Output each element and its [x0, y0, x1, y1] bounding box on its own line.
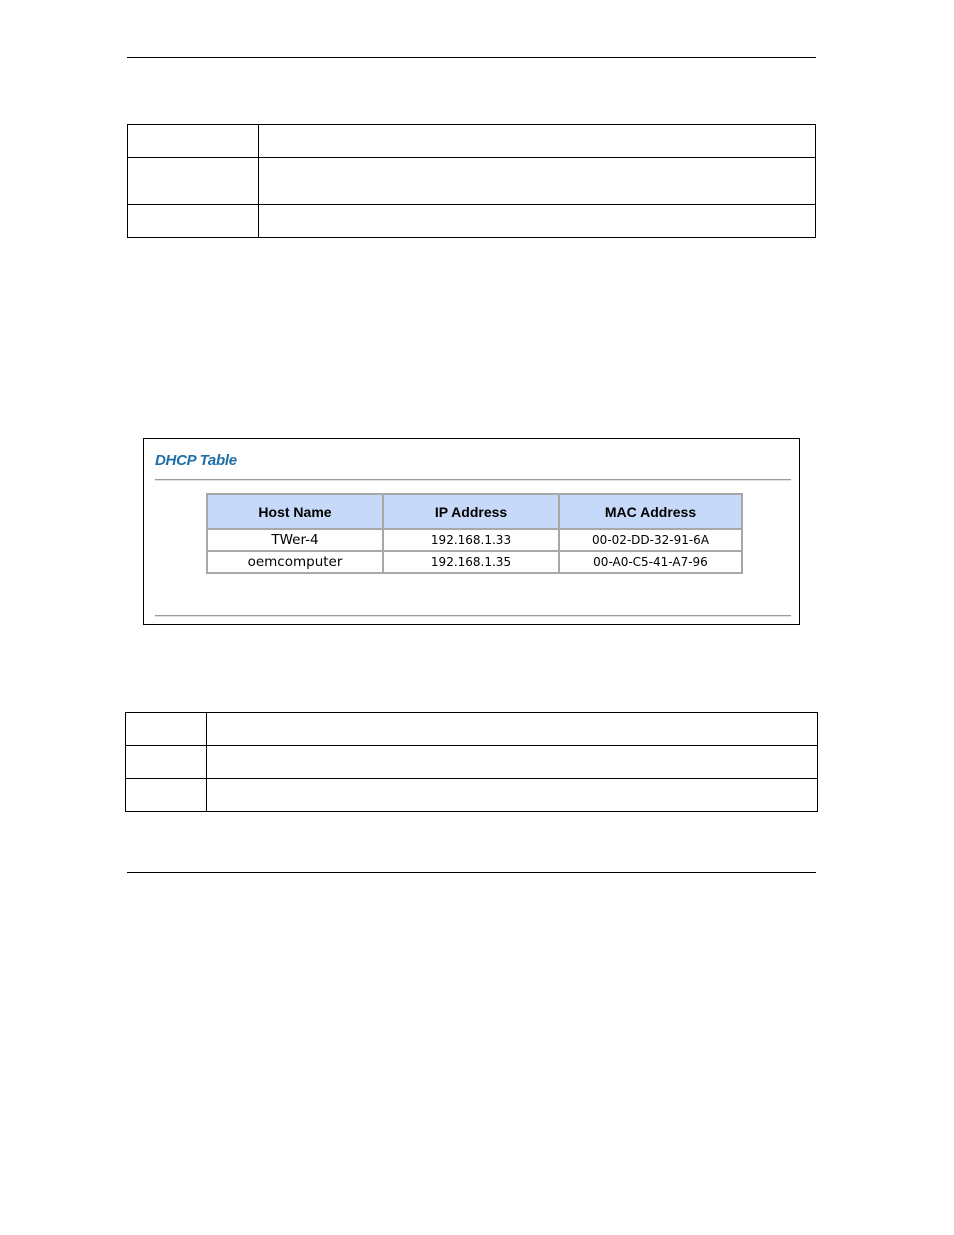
table-row — [126, 746, 818, 779]
footer-rule — [127, 872, 816, 873]
dhcp-table — [206, 493, 743, 574]
ip-address-cell: 192.168.1.35 — [383, 551, 559, 573]
mac-address-cell: 00-02-DD-32-91-6A — [559, 529, 742, 551]
table-row — [128, 158, 816, 205]
bottom-table — [125, 712, 818, 812]
host-name-cell: TWer-4 — [207, 529, 383, 551]
header-rule — [127, 57, 816, 58]
table-cell — [128, 205, 259, 238]
table-row — [128, 205, 816, 238]
panel-divider-bottom — [155, 615, 791, 617]
ip-address-cell: 192.168.1.33 — [383, 529, 559, 551]
table-row — [126, 713, 818, 746]
table-cell — [259, 205, 816, 238]
column-header-mac-address: MAC Address — [559, 494, 742, 529]
dhcp-table-screenshot — [143, 438, 800, 625]
mac-address-cell: 00-A0-C5-41-A7-96 — [559, 551, 742, 573]
table-cell — [126, 713, 207, 746]
table-cell — [207, 779, 818, 812]
dhcp-table-header — [207, 494, 742, 529]
table-cell — [259, 125, 816, 158]
table-cell — [259, 158, 816, 205]
panel-divider-top — [155, 479, 791, 481]
table-cell — [128, 158, 259, 205]
table-cell — [126, 746, 207, 779]
table-cell — [126, 779, 207, 812]
column-header-ip-address: IP Address — [383, 494, 559, 529]
table-row — [207, 529, 742, 551]
table-cell — [207, 746, 818, 779]
column-header-host-name: Host Name — [207, 494, 383, 529]
top-table — [127, 124, 816, 238]
dhcp-table-title: DHCP Table — [155, 452, 237, 469]
table-cell — [128, 125, 259, 158]
table-cell — [207, 713, 818, 746]
table-row — [207, 551, 742, 573]
table-row — [126, 779, 818, 812]
host-name-cell: oemcomputer — [207, 551, 383, 573]
table-row — [128, 125, 816, 158]
